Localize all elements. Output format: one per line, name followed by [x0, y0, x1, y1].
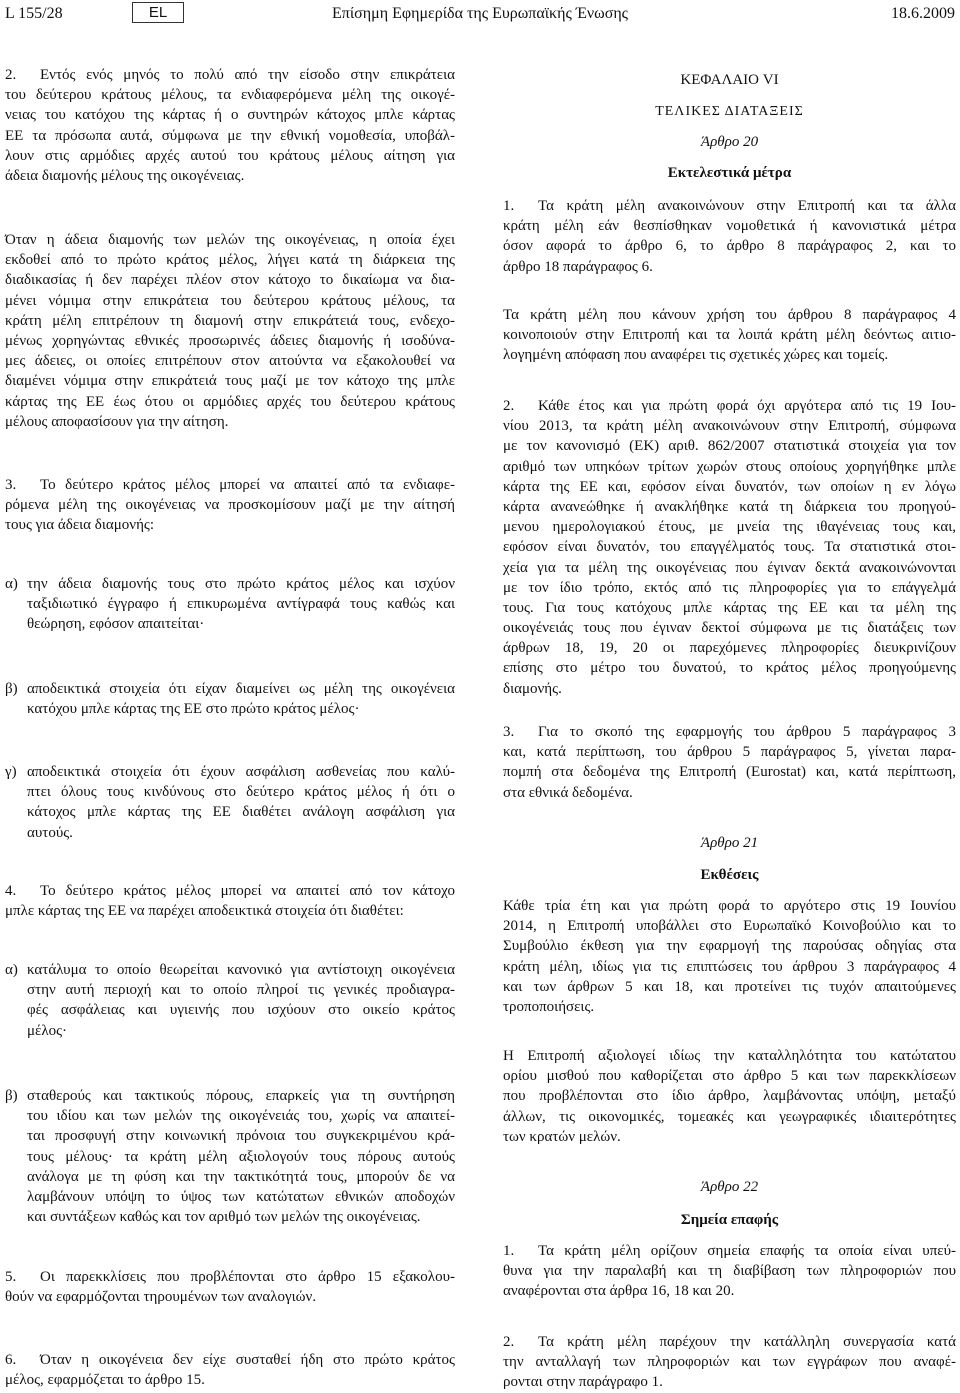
- text-line: χεία για τα μέλη της οικογένειας που έγιναν δεκτά ανακοινώνονται: [503, 559, 956, 576]
- text-line: κάρτας της ΕΕ έως ότου οι αρμόδιες αρχές του δεύτερου κράτους: [5, 393, 455, 410]
- paragraph: [503, 896, 956, 1017]
- list-item: [5, 1086, 455, 1227]
- text-line: κοινοποιούν στην Επιτροπή και τα λοιπά κράτη μέλη δεόντως αιτιο-: [503, 327, 956, 344]
- paragraph: [5, 1350, 455, 1390]
- text-line-content: Το δεύτερο κράτος μέλος μπορεί να απαιτεί από τα ενδιαφε-: [40, 477, 455, 493]
- text-line: αποδεικτικά στοιχεία ότι είχαν διαμείνει ως μέλη της οικογένεια: [27, 681, 455, 697]
- paragraph-number: 2.: [5, 67, 17, 83]
- language-badge: EL: [132, 2, 184, 23]
- paragraph-number: 1.: [503, 198, 515, 214]
- text-line: [503, 196, 956, 216]
- text-line: αυτούς.: [27, 824, 73, 841]
- text-line: διαμονής.: [503, 680, 562, 697]
- chapter-heading: ΚΕΦΑΛΑΙΟ VI: [680, 72, 779, 88]
- text-line: [5, 881, 455, 901]
- text-line: πτει όλους τους κινδύνους στο δεύτερο κράτος μέλος ή ότι ο: [27, 784, 455, 801]
- text-line: πομπή στα δεδομένα της Επιτροπή (Eurostat) και, κατά περίπτωση,: [503, 764, 956, 781]
- list-item-label: β): [5, 681, 18, 697]
- text-line-content: Για το σκοπό της εφαρμογής του άρθρου 5 παράγραφος 3: [538, 724, 956, 740]
- text-line: λαμβάνουν υπόψη το ύψος των κατώτατων εθνικών αποδοχών: [27, 1188, 455, 1205]
- text-line: Όταν η άδεια διαμονής των μελών της οικογένειας, η οποία έχει: [5, 232, 455, 248]
- text-line: κατόχου μπλε κάρτας της ΕΕ στο πρώτο κράτος μέλος·: [27, 701, 360, 718]
- text-line: κράτη μέλη εάν θεσπίσθηκαν νομοθετικά ή κανονιστικά μέτρα: [503, 218, 956, 235]
- paragraph-number: 3.: [503, 724, 515, 740]
- text-line: Η Επιτροπή αξιολογεί ιδίως την καταλληλότητα του κατώτατου: [503, 1048, 956, 1064]
- text-line: ορίου μισθού που καθορίζεται στο άρθρο 5 και των παρεκκλίσεων: [503, 1068, 956, 1085]
- text-line: μέλος·: [27, 1022, 68, 1039]
- text-line: άδεια διαμονής μέλους της οικογένειας.: [5, 167, 245, 184]
- list-item: [5, 679, 455, 719]
- list-item: [5, 762, 455, 843]
- paragraph: [503, 1332, 956, 1393]
- text-line: και συντάξεων καθώς και τον αριθμό των μελών της οικογένειας.: [27, 1209, 421, 1226]
- article-number: Άρθρο 21: [700, 835, 759, 851]
- text-line: κράτη μέλη επιτρέπουν τη διαμονή στην επικράτειά τους, ενδεχο-: [5, 312, 455, 329]
- text-line: ται προσφυγή στην κοινωνική πρόνοια του συγκεκριμένου κρά-: [27, 1128, 455, 1145]
- text-line: [503, 1241, 956, 1261]
- article-title: Εκθέσεις: [700, 867, 759, 883]
- article-number: Άρθρο 20: [700, 134, 759, 150]
- paragraph: [5, 65, 455, 186]
- text-line-content: Τα κράτη μέλη ανακοινώνουν στην Επιτροπή και τα άλλα: [538, 198, 956, 214]
- text-line: [5, 475, 455, 495]
- page-reference: L 155/28: [5, 5, 63, 22]
- paragraph-number: 6.: [5, 1352, 17, 1368]
- text-line: λογημένη απόφαση που αναφέρει τις σχετικές χώρες και τομείς.: [503, 347, 889, 364]
- text-line-content: Τα κράτη μέλη παρέχουν την κατάλληλη συνεργασία κατά: [538, 1334, 956, 1350]
- publication-date: 18.6.2009: [891, 5, 955, 22]
- text-line: θούν να εφαρμόζονται τηρουμένων των αναλογιών.: [5, 1289, 317, 1306]
- paragraph: [503, 1046, 956, 1147]
- text-line: λουν στις αρμόδιες αρχές αυτού του κράτους μέλους αίτηση για: [5, 147, 455, 164]
- text-line: [503, 1332, 956, 1352]
- text-line: εφόσον είναι δυνατόν, του επαγγέλματός τους. Τα στατιστικά στοι-: [503, 539, 956, 556]
- text-line: στα εθνικά δεδομένα.: [503, 784, 633, 801]
- text-line: νίου 2013, τα κράτη μέλη ανακοινώνουν στην Επιτροπή, σύμφωνα: [503, 418, 956, 435]
- text-line: και των άρθρων 5 και 18, και προτείνει τις τυχόν απαιτούμενες: [503, 978, 956, 995]
- text-line-content: Οι παρεκκλίσεις που προβλέπονται στο άρθρο 15 εξακολου-: [40, 1269, 455, 1285]
- text-line: του δεύτερου κράτους μέλους, τα ενδιαφερόμενα μέλη της οικογέ-: [5, 87, 455, 104]
- text-line: των κρατών μελών.: [503, 1128, 621, 1145]
- text-line: τους μέλους· τα κράτη μέλη αξιολογούν τους πόρους αυτούς: [27, 1148, 455, 1165]
- text-line: [503, 722, 956, 742]
- text-line: κάτοχος μπλε κάρτας της ΕΕ διαθέτει ανάλογη ασφάλιση για: [27, 804, 455, 821]
- paragraph-number: 3.: [5, 477, 17, 493]
- paragraph-number: 2.: [503, 398, 515, 414]
- text-line: και, κατά περίπτωση, του άρθρου 5 παράγραφος 5, γίνεται παρα-: [503, 744, 956, 761]
- text-line: άλλων, τις οικονομικές, τομεακές και γεωγραφικές ιδιαιτερότητες: [503, 1108, 956, 1125]
- text-line: ρονται στην παράγραφο 1.: [503, 1374, 663, 1391]
- list-item-label: β): [5, 1088, 18, 1104]
- text-line: οικογένειάς τους που έγιναν δεκτοί σύμφωνα με τις διατάξεις των: [503, 620, 956, 637]
- paragraph-number: 2.: [503, 1334, 515, 1350]
- text-line: [5, 1350, 455, 1370]
- paragraph: [503, 396, 956, 699]
- text-line: διαδικασίας ή δεν παρέχει πλέον στον κάτοχο το δικαίωμα να δια-: [5, 272, 455, 289]
- article-number: Άρθρο 22: [700, 1179, 759, 1195]
- text-line: θεώρηση, εφόσον απαιτείται·: [27, 616, 205, 633]
- text-line: φές ασφάλειας και υγιεινής που ισχύουν στο οικείο κράτος: [27, 1002, 455, 1019]
- paragraph: [5, 881, 455, 921]
- text-line: θυνα για την παραλαβή και τη διαβίβαση των πληροφοριών που: [503, 1263, 956, 1280]
- text-line: όσον αφορά το άρθρο 6, το άρθρο 8 παράγραφος 2, και το: [503, 238, 956, 255]
- text-line: ΕΕ τα πρόσωπα αυτά, σύμφωνα με την εθνική νομοθεσία, υποβάλ-: [5, 127, 455, 144]
- text-line: με τον ίδιο τρόπο, εκτός από τις πληροφορίες για το επάγγελμά: [503, 579, 956, 596]
- article-title: Σημεία επαφής: [680, 1212, 779, 1228]
- text-line-content: Εντός ενός μηνός το πολύ από την είσοδο στην επικράτεια: [40, 67, 455, 83]
- paragraph-number: 5.: [5, 1269, 17, 1285]
- text-line: [5, 65, 455, 85]
- text-line: τροποποιήσεις.: [503, 998, 595, 1015]
- text-line: κατάλυμα το οποίο θεωρείται κανονικό για αντίστοιχη οικογένεια: [27, 962, 455, 978]
- text-line: μενου ημερολογιακού έτους, με μνεία της ιθαγένειας τους και,: [503, 519, 956, 536]
- text-line: αποδεικτικά στοιχεία ότι έχουν ασφάλιση ασθενείας που καλύ-: [27, 764, 455, 780]
- text-line: την άδεια διαμονής τους στο πρώτο κράτος μέλος και ισχύον: [27, 576, 455, 592]
- text-line: την ανταλλαγή των πληροφοριών και των εγγράφων που αναφέ-: [503, 1354, 956, 1371]
- text-line: κράτη μέλη, ιδίως για τις επιπτώσεις του άρθρου 3 παράγραφος 4: [503, 958, 956, 975]
- text-line-content: Όταν η οικογένεια δεν είχε συσταθεί ήδη στο πρώτο κράτος: [40, 1352, 455, 1368]
- paragraph: [5, 230, 455, 432]
- text-line: Τα κράτη μέλη που κάνουν χρήση του άρθρου 8 παράγραφος 4: [503, 307, 956, 323]
- text-line: αριθμό των υπηκόων τρίτων χωρών στους οποίους χορηγήθηκε μπλε: [503, 458, 956, 475]
- list-item: [5, 574, 455, 635]
- text-line: που προβλέπονται στο ίδιο άρθρο, λαμβάνοντας υπόψη, μεταξύ: [503, 1088, 956, 1105]
- paragraph-number: 4.: [5, 883, 17, 899]
- chapter-title: ΤΕΛΙΚΕΣ ΔΙΑΤΑΞΕΙΣ: [655, 104, 804, 119]
- paragraph-number: 1.: [503, 1243, 515, 1259]
- text-line: στην αυτή περιοχή και το οποίο πληροί τις γενικές προδιαγρα-: [27, 982, 455, 999]
- text-line: κάρτα ανανεώθηκε ή ανακλήθηκε κατά τη διάρκεια του προηγού-: [503, 498, 956, 515]
- text-line: μέλος, εφαρμόζεται το άρθρο 15.: [5, 1372, 205, 1389]
- list-item-label: α): [5, 962, 18, 978]
- text-line: μένως χορηγώντας εθνικές προσωρινές άδειες διαμονής ή ισοδύνα-: [5, 332, 455, 349]
- journal-title: Επίσημη Εφημερίδα της Ευρωπαϊκής Ένωσης: [331, 5, 629, 22]
- text-line-content: Τα κράτη μέλη ορίζουν σημεία επαφής τα οποία είναι υπεύ-: [538, 1243, 956, 1259]
- text-line: άρθρο 18 παράγραφος 6.: [503, 258, 653, 275]
- text-line: μες άδειες, οι οποίες επιτρέπουν στον αιτούντα να εξακολουθεί να: [5, 353, 455, 370]
- paragraph: [503, 305, 956, 366]
- text-line-content: Το δεύτερο κράτος μέλος μπορεί να απαιτεί από τον κάτοχο: [40, 883, 455, 899]
- text-line: επίσης στο μέτρο του δυνατού, το κράτος μέλος προηγούμενης: [503, 660, 956, 677]
- paragraph: [503, 1241, 956, 1302]
- right-column: [503, 0, 956, 1393]
- text-line: τους. Για τους κατόχους μπλε κάρτας της ΕΕ και τα μέλη της: [503, 599, 956, 616]
- list-item-label: α): [5, 576, 18, 592]
- text-line: τους για άδεια διαμονής:: [5, 517, 155, 534]
- paragraph: [503, 196, 956, 277]
- text-line: διαμένει νόμιμα στην επικράτειά τους μαζί με τον κάτοχο της μπλε: [5, 373, 455, 390]
- text-line: ανάλογα με τη φύση και την τακτικότητά τους, μπορούν δε να: [27, 1168, 455, 1185]
- list-item: [5, 960, 455, 1041]
- paragraph: [5, 475, 455, 536]
- left-column: [5, 0, 455, 1393]
- text-line: [503, 396, 956, 416]
- text-line: μένει νόμιμα στην επικράτεια του δεύτερου κράτους μέλους, τα: [5, 292, 455, 309]
- text-line-content: Κάθε έτος και για πρώτη φορά όχι αργότερα από τις 19 Ιου-: [538, 398, 956, 414]
- text-line: ρόμενα μέλη της οικογένειας να προσκομίσουν μαζί με την αίτησή: [5, 497, 455, 514]
- text-line: του ιδίου και των μελών της οικογένειάς του, χωρίς να απαιτεί-: [27, 1108, 455, 1125]
- text-line: άρθρων 18, 19, 20 οι παρεχόμενες πληροφορίες διευκρινίζουν: [503, 640, 956, 657]
- text-line: μπλε κάρτας της ΕΕ να παρέχει αποδεικτικά στοιχεία ότι διαθέτει:: [5, 903, 404, 920]
- list-item-label: γ): [5, 764, 17, 780]
- paragraph: [503, 722, 956, 803]
- article-title: Εκτελεστικά μέτρα: [667, 165, 792, 181]
- text-line: 2014, η Επιτροπή υποβάλλει στο Ευρωπαϊκό Κοινοβούλιο και το: [503, 918, 956, 935]
- text-line: με τον κανονισμό (ΕΚ) αριθ. 862/2007 στατιστικά στοιχεία για τον: [503, 438, 956, 455]
- text-line: σταθερούς και τακτικούς πόρους, επαρκείς για τη συντήρηση: [27, 1088, 455, 1104]
- text-line: εκδοθεί από το πρώτο κράτος μέλος, λήγει κατά τη διάρκεια της: [5, 252, 455, 269]
- text-line: [5, 1267, 455, 1287]
- text-line: μέλους αποφασίσουν για την αίτηση.: [5, 413, 229, 430]
- text-line: Συμβούλιο έκθεση για την εφαρμογή της παρούσας οδηγίας στα: [503, 938, 956, 955]
- paragraph: [5, 1267, 455, 1307]
- text-line: νειας του κατόχου της κάρτας ή ο συντηρών κάτοχος μπλε κάρτας: [5, 107, 455, 124]
- text-line: ταξιδιωτικό έγγραφο ή επικυρωμένα αντίγραφά τους καθώς και: [27, 596, 455, 613]
- text-line: αναφέρονται στα άρθρα 16, 18 και 20.: [503, 1283, 735, 1300]
- text-line: κάρτα της ΕΕ και, εφόσον είναι δυνατόν, των οποίων η εν λόγω: [503, 478, 956, 495]
- text-line: Κάθε τρία έτη και για πρώτη φορά το αργότερο στις 19 Ιουνίου: [503, 898, 956, 914]
